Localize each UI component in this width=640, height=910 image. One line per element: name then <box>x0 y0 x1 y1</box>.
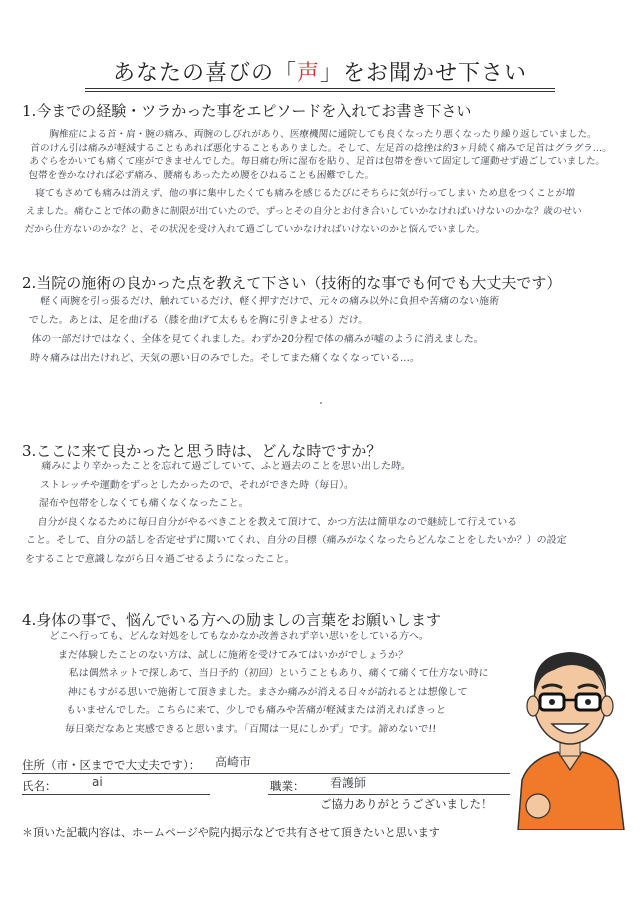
title-rule-top <box>85 88 555 89</box>
staff-avatar-illustration <box>510 630 630 830</box>
answer-3-line: 自分が良くなるために毎日自分がやるべきことを教えて頂けて、かつ方法は簡単なので継続して行えている <box>37 516 518 528</box>
stray-dot <box>320 402 322 404</box>
job-underline <box>268 794 510 795</box>
name-underline <box>22 794 210 795</box>
answer-2-line: でした。あとは、足を曲げる（膝を曲げて太ももを胸に引きよせる）だけ。 <box>28 315 369 326</box>
question-4: 4.身体の事で、悩んでいる方への励ましの言葉をお願いします <box>22 611 442 629</box>
address-value: 高崎市 <box>215 755 252 769</box>
job-value: 看護師 <box>330 776 367 790</box>
answer-3-line: 湿布や包帯をしなくても痛くなくなったこと。 <box>38 498 250 509</box>
answer-1-line: えました。痛むことで体の動きに制限が出ていたので、ずっとその自分とお付き合いしていかなければいけないのかな？歳のせい <box>25 205 583 217</box>
answer-3-line: こと。そして、自分の話しを否定せずに聞いてくれ、自分の目標（痛みがなくなったらどんなことをしたいか？）の設定 <box>25 535 567 546</box>
thanks-message: ご協力ありがとうございました！ <box>320 797 493 811</box>
question-3: 3.ここに来て良かったと思う時は、どんな時ですか？ <box>22 442 382 460</box>
answer-4-line: 私は偶然ネットで探しあて、当日予約（初回）ということもあり、痛くて痛くて仕方ない時に <box>68 668 489 679</box>
answer-3-line: 痛みにより辛かったことを忘れて過ごしていて、ふと過去のことを思い出した時。 <box>40 461 412 472</box>
answer-4-line: 毎日楽だなあと実感できると思います。「百聞は一見にしかず」です。諦めないで!! <box>64 723 437 735</box>
page-title <box>0 56 640 87</box>
answer-1-line: 寝てもさめても痛みは消えず、他の事に集中したくても痛みを感じるたびにそちらに気が行ってしまい ため息をつくことが増 <box>34 188 576 200</box>
answer-4-line: まだ体験したことのない方は、試しに施術を受けてみてはいかがでしょうか？ <box>57 649 409 661</box>
answer-1 <box>24 128 614 236</box>
title-before: あなたの喜びの「 <box>112 61 297 86</box>
answer-2-line: 体の一部だけではなく、全体を見てくれました。わずか20分程で体の痛みが嘘のように消えました。 <box>30 334 485 345</box>
answer-1-line: 包帯を巻かなければ必ず痛み、腰痛もあったため腰をひねることも困難でした。 <box>28 169 375 181</box>
answer-1-line: だから仕方ないのかな？と、その状況を受け入れて過ごしていかなければいけないのかと悩んでいました。 <box>24 223 486 235</box>
answer-4-line: もいませんでした。こちらに来て、少しでも痛みや苦痛が軽減または消えればきっと <box>65 705 447 716</box>
footer-note: ＊頂いた記載内容は、ホームページや院内掲示などで共有させて頂きたいと思います <box>22 826 440 839</box>
answer-2-line: 軽く両腕を引っ張るだけ、触れているだけ、軽く押すだけで、元々の痛み以外に負担や苦痛のない施術 <box>39 296 500 307</box>
title-rule-bottom <box>85 91 555 92</box>
answer-1-line: 首のけん引は痛みが軽減することもあれば悪化することもありました。そして、左足首の捻挫は約3ヶ月続く痛みで足首はグラグラ…。 <box>29 142 613 154</box>
question-1: 1.今までの経験・ツラかった事をエピソードを入れてお書き下さい <box>22 102 472 120</box>
address-underline <box>22 773 510 774</box>
answer-3 <box>24 458 614 569</box>
name-value: ai <box>92 775 103 789</box>
address-label: 住所（市・区までで大丈夫です）： <box>22 758 201 772</box>
answer-4 <box>24 628 502 739</box>
answer-1-line: 胸椎症による首・肩・腕の痛み、両腕のしびれがあり、医療機関に通院しても良くなったり悪くなったり繰り返していました。 <box>48 129 598 140</box>
answer-4-line: 神にもすがる思いで施術して頂きました。まさか痛みが消える日々が訪れるとは想像して <box>67 686 468 698</box>
name-label: 氏名： <box>22 779 57 793</box>
answer-2-line: 時々痛みは出たけれど、天気の悪い日のみでした。そしてまた痛くなくなっている…。 <box>29 353 421 364</box>
answer-3-line: をすることで意識しながら日々過ごせるようになったこと。 <box>24 553 296 565</box>
answer-4-line: どこへ行っても、どんな対処をしてもなかなか改善されず辛い思いをしている方へ。 <box>48 631 430 642</box>
title-highlight: 声 <box>296 61 320 86</box>
answer-3-line: ストレッチや運動をずっとしたかったので、それができた時（毎日）。 <box>39 479 355 491</box>
job-label: 職業： <box>270 779 305 793</box>
answer-2 <box>25 292 612 368</box>
title-after: 」をお聞かせ下さい <box>320 61 528 86</box>
answer-1-line: あぐらをかいても痛くて座ができませんでした。毎日痛む所に湿布を貼り、足首は包帯を巻いて固定して運動せず過ごしていました。 <box>29 156 606 168</box>
question-2: 2.当院の施術の良かった点を教えて下さい（技術的な事でも何でも大丈夫です） <box>22 274 562 292</box>
